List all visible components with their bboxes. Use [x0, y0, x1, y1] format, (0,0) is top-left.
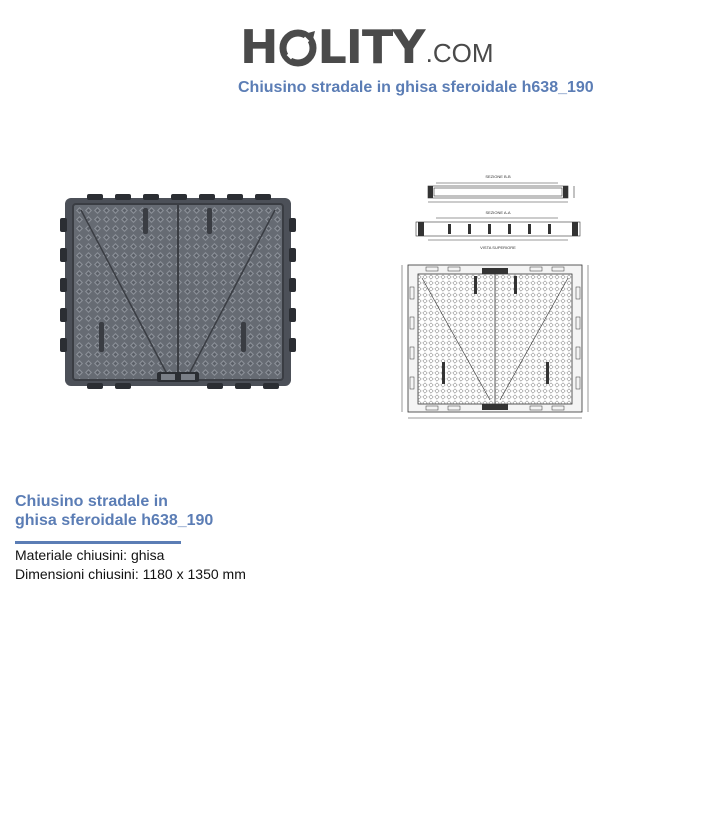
label-sezione-bb: SEZIONE B-B: [485, 174, 511, 179]
product-title: [15, 492, 275, 530]
technical-drawing: [398, 172, 592, 432]
spec-dimensions: Dimensioni chiusini: 1180 x 1350 mm: [15, 566, 246, 582]
product-photo: [57, 188, 297, 396]
site-logo[interactable]: [240, 14, 494, 74]
spec-material: Materiale chiusini: ghisa: [15, 547, 165, 563]
label-vista-superiore: VISTA SUPERIORE: [480, 245, 516, 250]
product-specs: [15, 546, 246, 584]
logo-letter-h: H: [240, 20, 278, 74]
logo-letters-lity: LITY: [317, 20, 425, 74]
page-title: Chiusino stradale in ghisa sferoidale h638_190: [238, 79, 594, 96]
logo-wordmark: [240, 20, 425, 74]
title-divider: [15, 541, 181, 544]
circle-arrow-icon: [279, 28, 317, 66]
product-title-line2: ghisa sferoidale h638_190: [15, 512, 214, 529]
label-sezione-aa: SEZIONE A-A: [485, 210, 511, 215]
logo-suffix: .COM: [425, 38, 494, 68]
product-title-line1: Chiusino stradale in: [15, 493, 168, 510]
